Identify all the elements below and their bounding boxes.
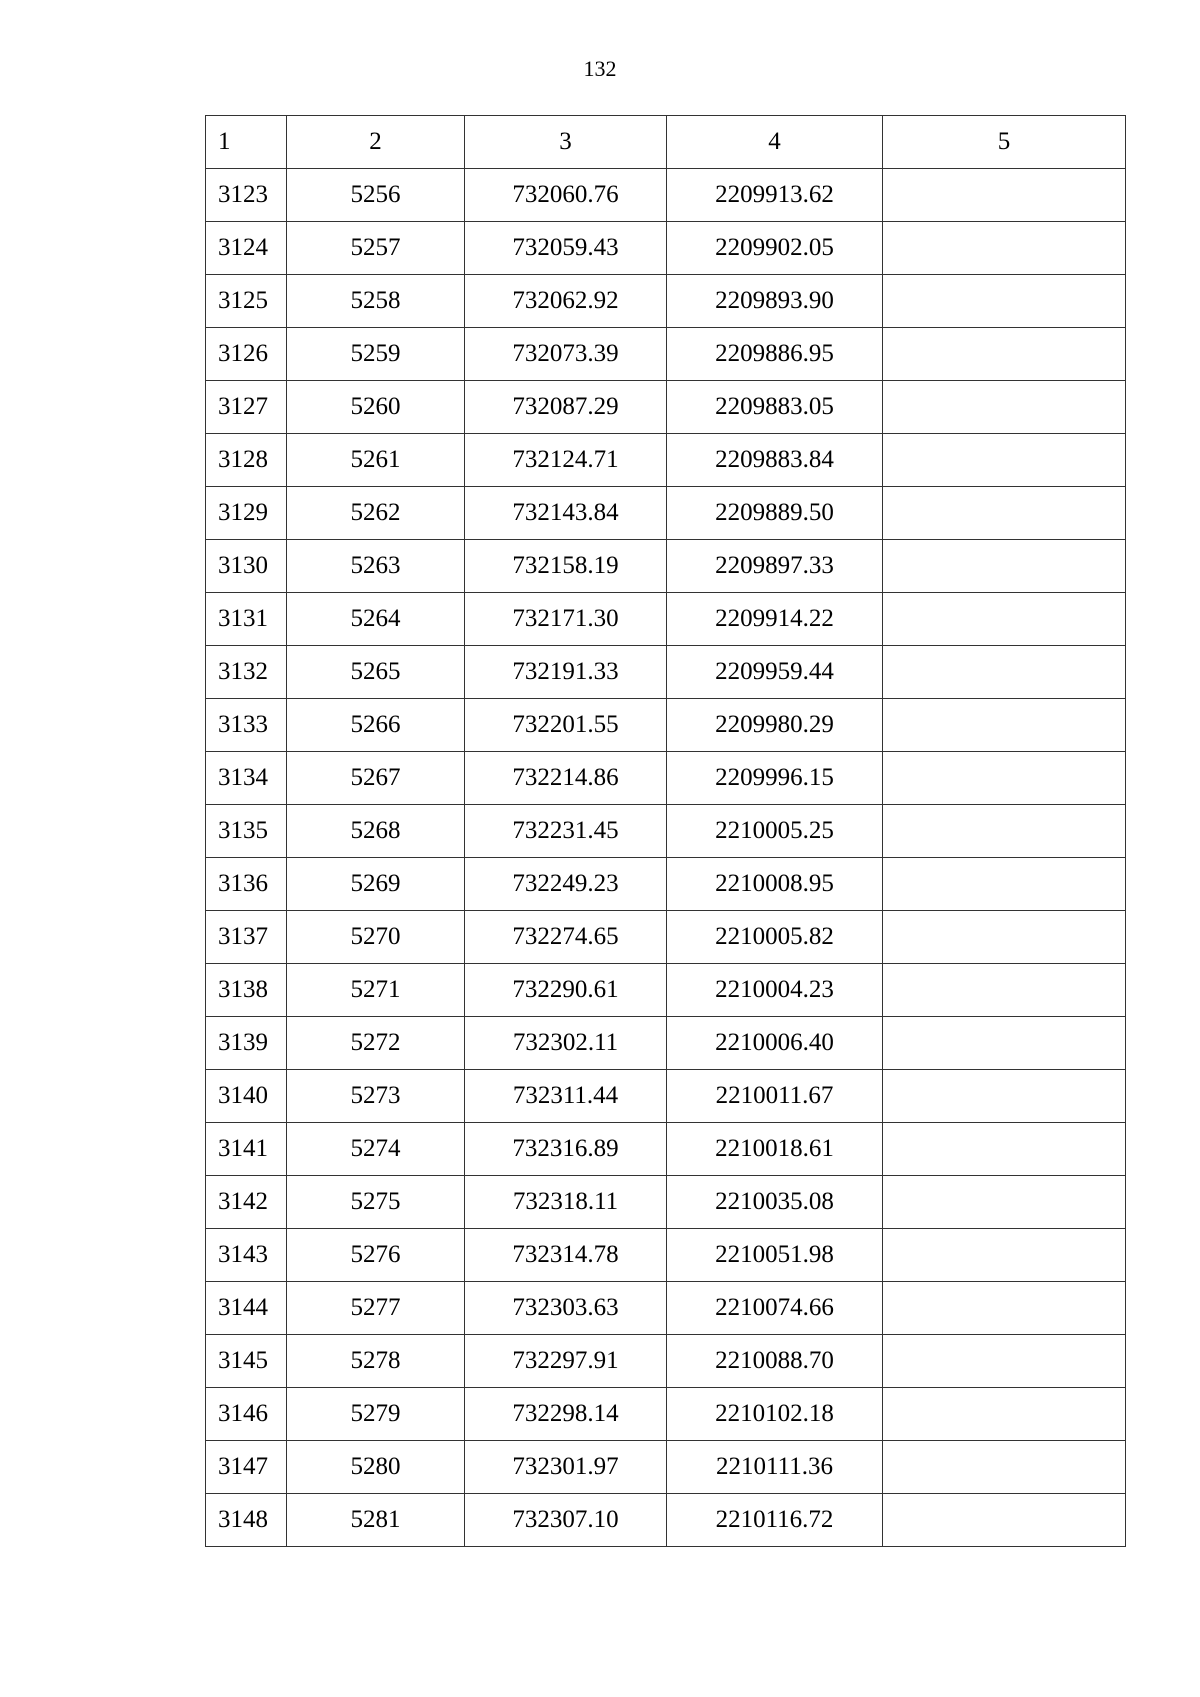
table-cell-col-1: 3136: [206, 858, 287, 911]
table-cell-col-2: 5273: [287, 1070, 465, 1123]
table-cell-col-5: [883, 487, 1126, 540]
table-cell-col-5: [883, 1176, 1126, 1229]
table-cell-col-4: 2209883.84: [667, 434, 883, 487]
table-cell-col-4: 2209889.50: [667, 487, 883, 540]
table-cell-col-1: 3144: [206, 1282, 287, 1335]
table-cell-col-4: 2209893.90: [667, 275, 883, 328]
table-row: [206, 1070, 1126, 1123]
table-cell-col-5: [883, 1494, 1126, 1547]
table-cell-col-1: 1: [206, 116, 287, 169]
table-row: [206, 911, 1126, 964]
table-cell-col-4: 4: [667, 116, 883, 169]
table-cell-col-4: 2210005.82: [667, 911, 883, 964]
table-cell-col-4: 2210051.98: [667, 1229, 883, 1282]
table-cell-col-3: 732124.71: [465, 434, 667, 487]
table-cell-col-5: [883, 1123, 1126, 1176]
table-cell-col-3: 732087.29: [465, 381, 667, 434]
table-body: [206, 116, 1126, 1547]
table-cell-col-4: 2210018.61: [667, 1123, 883, 1176]
table-row: [206, 646, 1126, 699]
table-cell-col-1: 3147: [206, 1441, 287, 1494]
table-cell-col-4: 2209886.95: [667, 328, 883, 381]
table-row: [206, 1017, 1126, 1070]
table-cell-col-3: 732311.44: [465, 1070, 667, 1123]
table-row: [206, 169, 1126, 222]
table-cell-col-3: 732307.10: [465, 1494, 667, 1547]
table-cell-col-4: 2210004.23: [667, 964, 883, 1017]
table-row: [206, 487, 1126, 540]
table-cell-col-4: 2210102.18: [667, 1388, 883, 1441]
table-cell-col-1: 3124: [206, 222, 287, 275]
table-row: [206, 1282, 1126, 1335]
table-cell-col-3: 732060.76: [465, 169, 667, 222]
table-cell-col-2: 5266: [287, 699, 465, 752]
table-cell-col-5: [883, 1388, 1126, 1441]
table-cell-col-2: 5277: [287, 1282, 465, 1335]
table-cell-col-1: 3127: [206, 381, 287, 434]
table-cell-col-1: 3126: [206, 328, 287, 381]
table-cell-col-1: 3130: [206, 540, 287, 593]
table-cell-col-4: 2209897.33: [667, 540, 883, 593]
table-cell-col-1: 3123: [206, 169, 287, 222]
table-cell-col-1: 3145: [206, 1335, 287, 1388]
table-row: [206, 699, 1126, 752]
coordinates-table: [205, 115, 1126, 1547]
table-cell-col-2: 5269: [287, 858, 465, 911]
table-cell-col-5: [883, 1282, 1126, 1335]
table-cell-col-2: 5256: [287, 169, 465, 222]
table-cell-col-2: 5262: [287, 487, 465, 540]
table-row: [206, 1388, 1126, 1441]
table-cell-col-4: 2210035.08: [667, 1176, 883, 1229]
table-row: [206, 222, 1126, 275]
table-row: [206, 540, 1126, 593]
table-cell-col-5: [883, 858, 1126, 911]
table-cell-col-5: [883, 752, 1126, 805]
table-cell-col-3: 732303.63: [465, 1282, 667, 1335]
table-row: [206, 434, 1126, 487]
table-cell-col-3: 732231.45: [465, 805, 667, 858]
table-cell-col-4: 2209980.29: [667, 699, 883, 752]
table-cell-col-4: 2210011.67: [667, 1070, 883, 1123]
table-cell-col-5: [883, 169, 1126, 222]
table-cell-col-5: [883, 540, 1126, 593]
table-cell-col-5: [883, 646, 1126, 699]
table-cell-col-2: 5281: [287, 1494, 465, 1547]
table-cell-col-2: 5278: [287, 1335, 465, 1388]
table-row: [206, 275, 1126, 328]
table-cell-col-1: 3148: [206, 1494, 287, 1547]
table-cell-col-1: 3134: [206, 752, 287, 805]
table-cell-col-3: 732191.33: [465, 646, 667, 699]
table-cell-col-4: 2210006.40: [667, 1017, 883, 1070]
table-cell-col-4: 2210116.72: [667, 1494, 883, 1547]
table-cell-col-3: 732301.97: [465, 1441, 667, 1494]
table-cell-col-5: [883, 1070, 1126, 1123]
table-cell-col-2: 5270: [287, 911, 465, 964]
table-cell-col-5: [883, 1017, 1126, 1070]
table-cell-col-4: 2209914.22: [667, 593, 883, 646]
table-row: [206, 593, 1126, 646]
table-cell-col-2: 5258: [287, 275, 465, 328]
table-cell-col-5: [883, 699, 1126, 752]
table-cell-col-1: 3138: [206, 964, 287, 1017]
table-cell-col-3: 732143.84: [465, 487, 667, 540]
table-row: [206, 1335, 1126, 1388]
table-cell-col-4: 2209883.05: [667, 381, 883, 434]
table-cell-col-4: 2210074.66: [667, 1282, 883, 1335]
table-cell-col-3: 732249.23: [465, 858, 667, 911]
table-cell-col-2: 5264: [287, 593, 465, 646]
table-cell-col-2: 5280: [287, 1441, 465, 1494]
table-cell-col-3: 3: [465, 116, 667, 169]
table-cell-col-3: 732290.61: [465, 964, 667, 1017]
table-cell-col-2: 5268: [287, 805, 465, 858]
table-row: [206, 805, 1126, 858]
table-cell-col-2: 5272: [287, 1017, 465, 1070]
table-cell-col-4: 2209996.15: [667, 752, 883, 805]
table-row: [206, 1229, 1126, 1282]
table-cell-col-2: 5259: [287, 328, 465, 381]
table-row: [206, 752, 1126, 805]
table-cell-col-1: 3128: [206, 434, 287, 487]
table-cell-col-1: 3131: [206, 593, 287, 646]
table-row: [206, 1123, 1126, 1176]
table-row: [206, 1176, 1126, 1229]
table-cell-col-4: 2210088.70: [667, 1335, 883, 1388]
table-cell-col-1: 3141: [206, 1123, 287, 1176]
table-cell-col-5: [883, 381, 1126, 434]
table-cell-col-2: 5260: [287, 381, 465, 434]
table-cell-col-1: 3133: [206, 699, 287, 752]
table-cell-col-5: [883, 434, 1126, 487]
table-cell-col-5: [883, 275, 1126, 328]
table-cell-col-2: 5275: [287, 1176, 465, 1229]
table-cell-col-3: 732158.19: [465, 540, 667, 593]
table-row: [206, 858, 1126, 911]
table-cell-col-3: 732316.89: [465, 1123, 667, 1176]
table-cell-col-3: 732314.78: [465, 1229, 667, 1282]
table-cell-col-1: 3142: [206, 1176, 287, 1229]
table-header-row: [206, 116, 1126, 169]
table-cell-col-1: 3140: [206, 1070, 287, 1123]
table-cell-col-4: 2209913.62: [667, 169, 883, 222]
table-cell-col-5: [883, 1229, 1126, 1282]
table-cell-col-3: 732302.11: [465, 1017, 667, 1070]
table-cell-col-3: 732274.65: [465, 911, 667, 964]
table-cell-col-5: [883, 911, 1126, 964]
table-cell-col-3: 732318.11: [465, 1176, 667, 1229]
table-row: [206, 1494, 1126, 1547]
table-cell-col-5: [883, 1335, 1126, 1388]
table-cell-col-3: 732171.30: [465, 593, 667, 646]
table-cell-col-4: 2209959.44: [667, 646, 883, 699]
table-cell-col-4: 2210111.36: [667, 1441, 883, 1494]
table-cell-col-2: 5263: [287, 540, 465, 593]
table-cell-col-1: 3139: [206, 1017, 287, 1070]
table-cell-col-2: 5257: [287, 222, 465, 275]
table-cell-col-3: 732201.55: [465, 699, 667, 752]
table-row: [206, 964, 1126, 1017]
table-cell-col-1: 3137: [206, 911, 287, 964]
table-cell-col-4: 2210005.25: [667, 805, 883, 858]
table-cell-col-2: 5276: [287, 1229, 465, 1282]
table-cell-col-5: [883, 805, 1126, 858]
table-cell-col-3: 732214.86: [465, 752, 667, 805]
table-cell-col-5: [883, 222, 1126, 275]
table-cell-col-2: 2: [287, 116, 465, 169]
table-cell-col-1: 3135: [206, 805, 287, 858]
table-cell-col-1: 3143: [206, 1229, 287, 1282]
table-cell-col-5: [883, 593, 1126, 646]
table-cell-col-3: 732298.14: [465, 1388, 667, 1441]
table-cell-col-4: 2209902.05: [667, 222, 883, 275]
table-cell-col-1: 3132: [206, 646, 287, 699]
table-cell-col-3: 732297.91: [465, 1335, 667, 1388]
table-cell-col-3: 732062.92: [465, 275, 667, 328]
table-cell-col-5: [883, 964, 1126, 1017]
table-row: [206, 1441, 1126, 1494]
page-number: 132: [583, 56, 617, 81]
table-cell-col-5: 5: [883, 116, 1126, 169]
table-cell-col-2: 5279: [287, 1388, 465, 1441]
table-row: [206, 328, 1126, 381]
table-row: [206, 381, 1126, 434]
table-cell-col-2: 5274: [287, 1123, 465, 1176]
table-cell-col-5: [883, 328, 1126, 381]
table-cell-col-2: 5265: [287, 646, 465, 699]
table-cell-col-2: 5271: [287, 964, 465, 1017]
table-cell-col-4: 2210008.95: [667, 858, 883, 911]
table-cell-col-2: 5267: [287, 752, 465, 805]
table-cell-col-1: 3146: [206, 1388, 287, 1441]
table-cell-col-2: 5261: [287, 434, 465, 487]
table-cell-col-5: [883, 1441, 1126, 1494]
table-cell-col-3: 732073.39: [465, 328, 667, 381]
table-cell-col-1: 3129: [206, 487, 287, 540]
table-cell-col-1: 3125: [206, 275, 287, 328]
table-cell-col-3: 732059.43: [465, 222, 667, 275]
